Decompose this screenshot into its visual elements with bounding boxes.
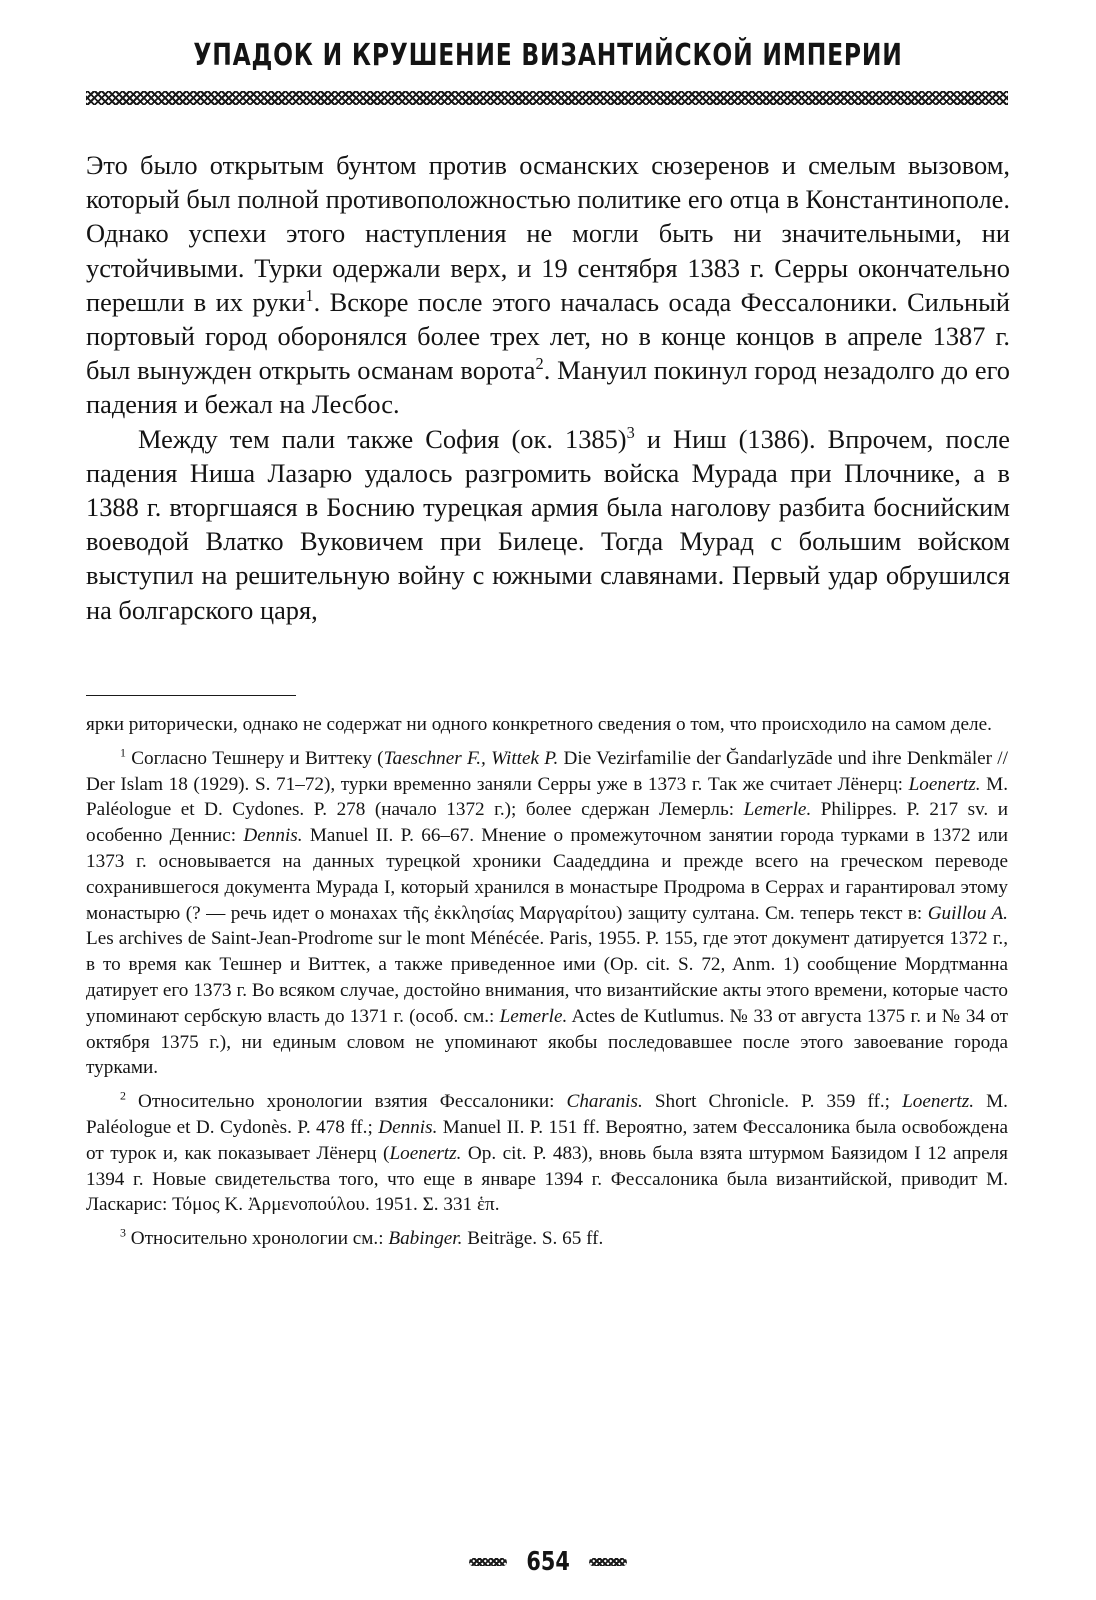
footer-ornament-right	[589, 1558, 627, 1566]
footnote-2: $^2$ Относительно хронологии взятия Фессалоники: Charanis. Short Chronicle. P. 359 ff.; Loenertz. M. Paléologue et D. Cydonès. P. 478 ff.; Dennis. Manuel II. P. 151 ff. Вероятно, затем Фессалоника была освобождена от турок и, как показывает Лёнерц (Loenertz. Op. cit. P. 483), вновь была взята штурмом Баязидом I 12 апреля 1394 г. Новые свидетельства того, что еще в январе 1394 г. Фессалоника была византийской, приводит М. Ласкарис: Τόμος Κ. Ἀρμενοπούλου. 1951. Σ. 331 ἑπ.	[86, 1088, 1008, 1216]
paragraph-2: Между тем пали также София (ок. 1385)$^3$ и Ниш (1386). Впрочем, после падения Ниша Лазарю удалось разгромить войска Мурада при Плочнике, а в 1388 г. вторгшаяся в Боснию турецкая армия была наголову разбита боснийским воеводой Влатко Вуковичем при Билеце. Тогда Мурад с большим войском выступил на решительную войну с южными славянами. Первый удар обрушился на болгарского царя,	[86, 422, 1011, 625]
page-number: 654	[526, 1546, 570, 1577]
main-text	[86, 148, 1010, 627]
footnote-ref-3: 3	[626, 422, 635, 442]
header-ornament-divider	[86, 91, 1008, 105]
paragraph-1: Это было открытым бунтом против османских сюзеренов и смелым вызовом, который был полной противоположностью политике его отца в Константинополе. Однако успехи этого наступления не могли быть ни значительными, ни устойчивыми. Турки одержали верх, и 19 сентября 1383 г. Серры окончательно перешли в их руки$^1$. Вскоре после этого началась осада Фессалоники. Сильный портовый город оборонялся более трех лет, но в конце концов в апреле 1387 г. был вынужден открыть османам ворота$^2$. Мануил покинул город незадолго до его падения и бежал на Лесбос.	[86, 150, 1010, 420]
footnote-mark-3: 3	[120, 1225, 126, 1240]
footnote-mark-1: 1	[120, 745, 126, 760]
footnote-mark-2: 2	[120, 1088, 126, 1103]
footnote-ref-1: 1	[305, 286, 314, 306]
running-header: УПАДОК И КРУШЕНИЕ ВИЗАНТИЙСКОЙ ИМПЕРИИ	[193, 38, 903, 73]
footnote-continuation: ярки риторически, однако не содержат ни одного конкретного сведения о том, что происходило на самом деле.	[86, 714, 992, 735]
footnote-1: $^1$ Согласно Тешнеру и Виттеку (Taeschner F., Wittek P. Die Vezirfamilie der Ğandarlyzāde und ihre Denkmäler // Der Islam 18 (1929). S. 71–72), турки временно заняли Серры уже в 1373 г. Так же считает Лёнерц: Loenertz. M. Paléologue et D. Cydones. P. 278 (начало 1372 г.); более сдержан Лемерль: Lemerle. Philippes. P. 217 sv. и особенно Деннис: Dennis. Manuel II. P. 66–67. Мнение о промежуточном занятии города турками в 1372 или 1373 г. основывается на данных турецкой хроники Саадеддина и прежде всего на греческом переводе сохранившегося документа Мурада I, который хранился в монастыре Продрома в Серрах и гарантировал этому монастырю (? — речь идет о монахах τῆς ἐκκλησίας Μαργαρίτου) защиту султана. См. теперь текст в: Guillou A. Les archives de Saint-Jean-Prodrome sur le mont Ménécée. Paris, 1955. P. 155, где этот документ датируется 1372 г., в то время как Тешнер и Виттек, а также приведенное ими (Op. cit. S. 72, Anm. 1) сообщение Мордтманна датирует его 1373 г. Во всяком случае, достойно внимания, что византийские акты этого времени, которые часто упоминают сербскую власть до 1371 г. (особ. см.: Lemerle. Actes de Kutlumus. № 33 от августа 1375 г. и № 34 от октября 1375 г.), ни единым словом не упоминают якобы последовавшее после этого завоевание города турками.	[86, 745, 1008, 1079]
footnote-ref-2: 2	[535, 354, 544, 374]
footnotes	[86, 712, 1008, 1260]
footnote-separator	[86, 695, 296, 696]
footnote-3: $^3$ Относительно хронологии см.: Babinger. Beiträge. S. 65 ff.	[120, 1225, 604, 1250]
page-footer	[0, 1546, 1096, 1577]
footer-ornament-left	[469, 1558, 507, 1566]
